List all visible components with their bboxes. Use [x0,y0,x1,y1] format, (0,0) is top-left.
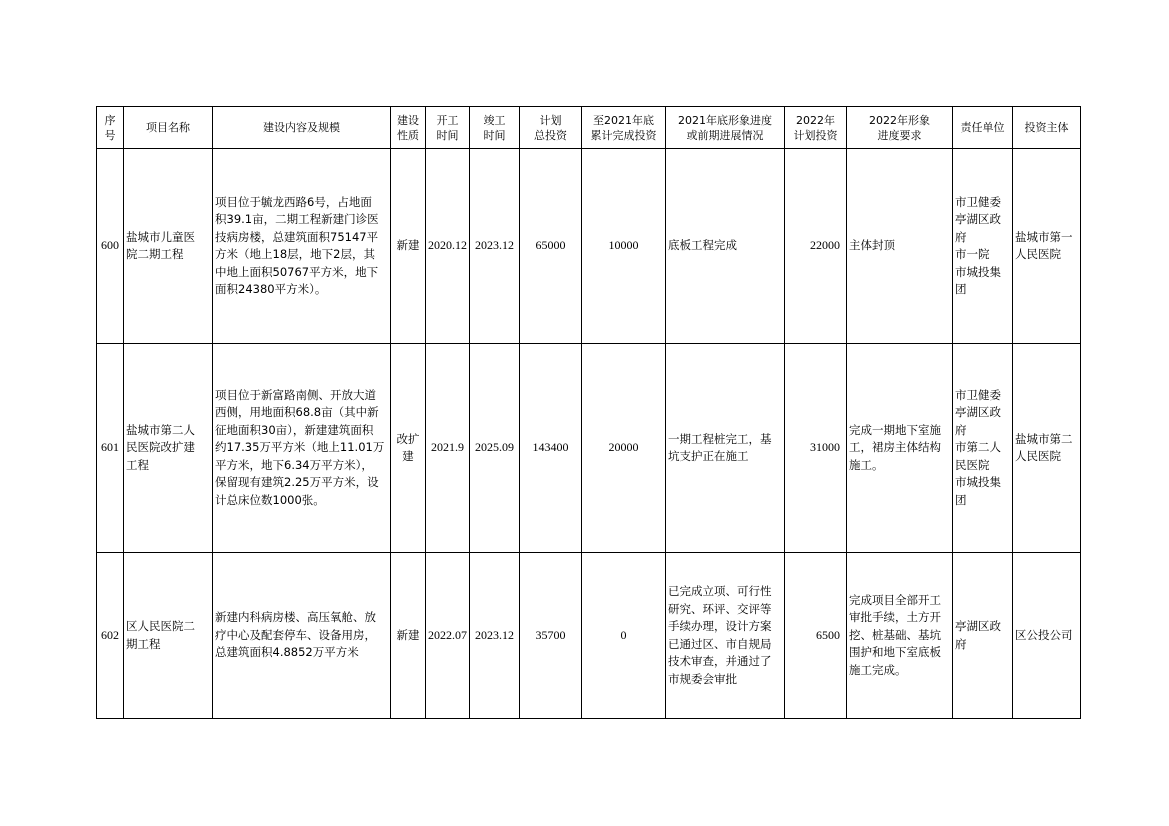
cell-start-time: 2022.07 [426,553,470,719]
cell-plan-investment: 31000 [785,344,847,553]
cell-project-name-line: 工程 [126,457,149,472]
table-row [97,149,1081,344]
cell-project-name-line: 区人民医院二 [126,619,195,633]
cell-responsible-unit [953,149,1013,344]
cell-content-line: 约17.35万平方米（地上11.01万 [215,440,385,455]
cell-total-investment: 65000 [520,149,582,344]
cell-content-line: 疗中心及配套停车、设备用房， [215,627,376,642]
cell-content-line: 积39.1亩，二期工程新建门诊医 [215,212,379,226]
cell-completed-investment: 20000 [582,344,666,553]
cell-project-name-line: 盐城市第二人 [126,422,195,437]
cell-end-time: 2025.09 [470,344,520,553]
cell-responsible-unit-line: 亭湖区政 [955,212,1001,226]
col-header-nature: 建设 性质 [391,107,426,149]
cell-start-time: 2021.9 [426,344,470,553]
cell-investor-line: 区公投公司 [1015,627,1073,642]
cell-no: 602 [97,553,124,719]
cell-progress-line: 手续办理，设计方案 [668,619,772,633]
cell-content-line: 方米（地上18层，地下2层，其 [215,247,375,261]
cell-progress [666,149,785,344]
cell-content-line: 新建内科病房楼、高压氧舱、放 [215,610,376,625]
cell-content [213,149,391,344]
cell-requirement-line: 审批手续，土方开 [849,610,941,625]
cell-completed-investment: 0 [582,553,666,719]
cell-responsible-unit-line: 市卫健委 [955,194,1001,209]
project-table [96,106,1081,719]
cell-no: 601 [97,344,124,553]
cell-nature-line: 建 [402,449,414,463]
cell-investor-line: 盐城市第二 [1015,431,1073,446]
cell-responsible-unit-line: 府 [955,636,967,651]
cell-progress-line: 已通过区、市自规局 [668,636,772,651]
cell-content [213,553,391,719]
cell-progress [666,344,785,553]
cell-start-time: 2020.12 [426,149,470,344]
cell-total-investment: 143400 [520,344,582,553]
cell-responsible-unit [953,553,1013,719]
cell-content-line: 项目位于毓龙西路6号，占地面 [215,194,372,209]
col-header-content: 建设内容及规模 [213,107,391,149]
cell-content-line: 征地面积30亩），新建建筑面积 [215,422,374,437]
cell-content-line: 计总床位数1000张。 [215,492,325,507]
cell-requirement-line: 完成项目全部开工 [849,592,941,607]
cell-project-name-line: 院二期工程 [126,247,184,261]
cell-content-line: 西侧，用地面积68.8亩（其中新 [215,405,379,420]
cell-project-name-line: 期工程 [126,636,161,651]
cell-responsible-unit [953,344,1013,553]
col-header-name: 项目名称 [124,107,213,149]
cell-project-name-line: 民医院改扩建 [126,440,195,455]
cell-content-line: 总建筑面积4.8852万平方米 [215,645,359,660]
cell-responsible-unit-line: 市第二人 [955,440,1001,455]
cell-investor-line: 人民医院 [1015,449,1061,463]
cell-progress-line: 研究、环评、交评等 [668,601,772,616]
cell-progress-line: 市规委会审批 [668,671,737,686]
cell-responsible-unit-line: 团 [955,282,967,296]
cell-responsible-unit-line: 府 [955,229,967,244]
cell-progress-line: 技术审查，并通过了 [668,654,772,668]
col-header-unit: 责任单位 [953,107,1013,149]
cell-responsible-unit-line: 市卫健委 [955,387,1001,402]
cell-requirement-line: 施工完成。 [849,662,907,677]
cell-plan-investment: 22000 [785,149,847,344]
col-header-req: 2022年形象 进度要求 [847,107,953,149]
cell-responsible-unit-line: 府 [955,422,967,437]
col-header-done: 至2021年底 累计完成投资 [582,107,666,149]
cell-nature [391,344,426,553]
table-row [97,553,1081,719]
cell-responsible-unit-line: 市一院 [955,247,990,261]
cell-content-line: 面积24380平方米）。 [215,282,327,296]
cell-plan-investment: 6500 [785,553,847,719]
cell-requirement-line: 完成一期地下室施 [849,422,941,437]
cell-responsible-unit-line: 民医院 [955,457,990,472]
cell-responsible-unit-line: 市城投集 [955,264,1001,279]
cell-no: 600 [97,149,124,344]
cell-responsible-unit-line: 亭湖区政 [955,405,1001,420]
cell-nature-line: 新建 [396,238,420,253]
cell-nature [391,149,426,344]
cell-content-line: 项目位于新富路南侧、开放大道 [215,387,376,402]
cell-project-name [124,149,213,344]
cell-nature [391,553,426,719]
cell-content-line: 技病房楼，总建筑面积75147平 [215,229,379,244]
cell-progress [666,553,785,719]
cell-nature-line: 改扩 [396,431,420,446]
col-header-no: 序 号 [97,107,124,149]
cell-investor-line: 人民医院 [1015,247,1061,261]
cell-content-line: 平方米，地下6.34万平方米）， [215,457,373,472]
cell-progress-line: 坑支护正在施工 [668,449,749,463]
col-header-progress: 2021年底形象进度 或前期进展情况 [666,107,785,149]
cell-content [213,344,391,553]
cell-requirement-line: 主体封顶 [849,238,895,253]
cell-requirement [847,149,953,344]
cell-progress-line: 一期工程桩完工，基 [668,431,772,446]
cell-investor-line: 盐城市第一 [1015,229,1073,244]
cell-end-time: 2023.12 [470,553,520,719]
table-row [97,344,1081,553]
cell-project-name [124,344,213,553]
cell-requirement [847,553,953,719]
header-row [97,107,1081,149]
cell-project-name [124,553,213,719]
cell-total-investment: 35700 [520,553,582,719]
col-header-investor: 投资主体 [1013,107,1081,149]
cell-requirement-line: 挖、桩基础、基坑 [849,627,941,642]
cell-project-name-line: 盐城市儿童医 [126,229,195,244]
cell-requirement-line: 工，裙房主体结构 [849,440,941,455]
col-header-end: 竣工 时间 [470,107,520,149]
cell-content-line: 保留现有建筑2.25万平方米，设 [215,475,379,490]
cell-progress-line: 底板工程完成 [668,238,737,253]
cell-requirement-line: 施工。 [849,457,884,472]
cell-investor [1013,344,1081,553]
cell-content-line: 中地上面积50767平方米，地下 [215,264,379,279]
cell-responsible-unit-line: 团 [955,492,967,507]
cell-responsible-unit-line: 亭湖区政 [955,619,1001,633]
col-header-plan: 2022年 计划投资 [785,107,847,149]
cell-nature-line: 新建 [396,627,420,642]
cell-investor [1013,553,1081,719]
col-header-total: 计划 总投资 [520,107,582,149]
col-header-start: 开工 时间 [426,107,470,149]
cell-responsible-unit-line: 市城投集 [955,475,1001,490]
cell-progress-line: 已完成立项、可行性 [668,584,772,598]
cell-investor [1013,149,1081,344]
cell-requirement [847,344,953,553]
cell-end-time: 2023.12 [470,149,520,344]
cell-completed-investment: 10000 [582,149,666,344]
cell-requirement-line: 围护和地下室底板 [849,645,941,660]
